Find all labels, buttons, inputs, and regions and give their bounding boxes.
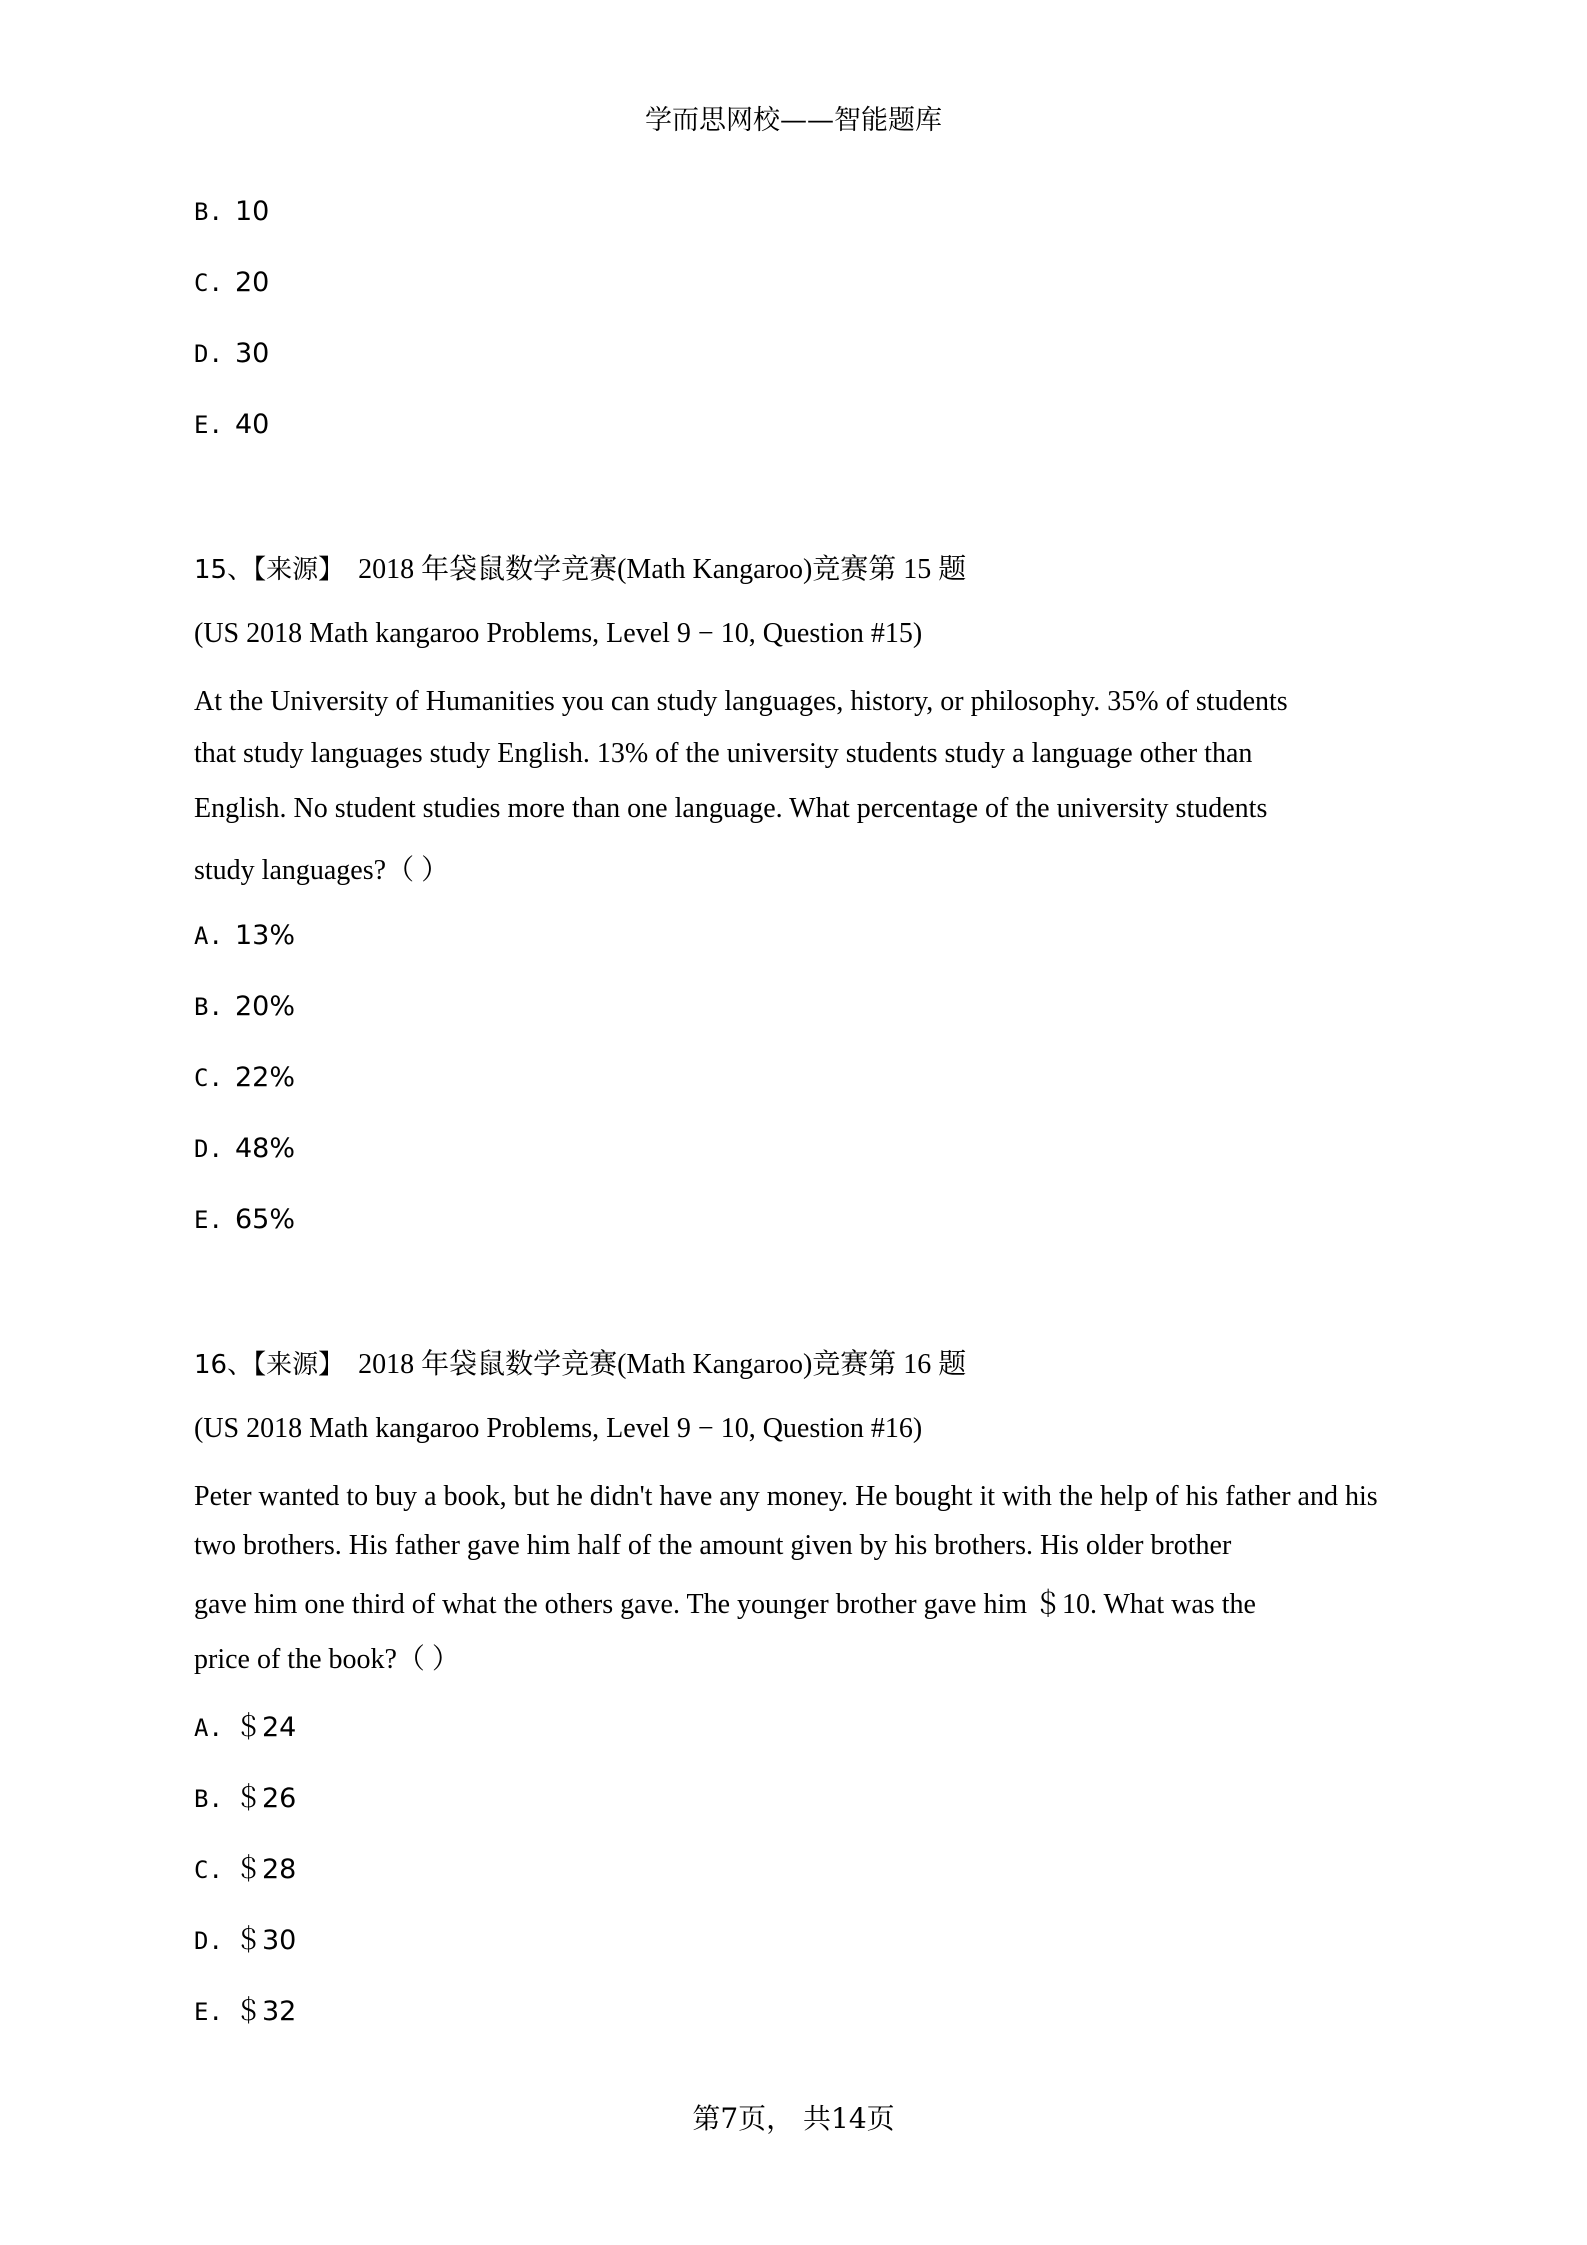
question-16-line: two brothers. His father gave him half of the amount given by his brothers. His older brother [194,1530,1232,1561]
option-b [194,196,269,227]
option-e [194,1989,296,2028]
option-c [194,267,269,298]
option-letter: D. [194,1927,223,1955]
option-text: 30 [235,338,270,369]
option-letter: C. [194,1064,223,1092]
question-16-line: Peter wanted to buy a book, but he didn't have any money. He bought it with the help of his father and his [194,1481,1378,1512]
option-e [194,1204,295,1235]
option-e [194,409,269,440]
question-16-line: price of the book?（ ） [194,1644,460,1675]
question-15-line: that study languages study English. 13% of the university students study a language other than [194,738,1253,769]
question-16-subtitle: (US 2018 Math kangaroo Problems, Level 9 − 10, Question #16) [194,1413,923,1444]
option-letter: E. [194,1206,223,1234]
option-letter: C. [194,1856,223,1884]
option-letter: B. [194,198,223,226]
option-text: ＄30 [235,1925,297,1956]
page-header-title: 学而思网校——智能题库 [645,105,942,136]
question-16-heading [194,1342,966,1382]
option-letter: A. [194,1714,223,1742]
option-letter: C. [194,269,223,297]
option-c [194,1847,296,1886]
option-text: ＄26 [235,1783,297,1814]
option-c [194,1062,295,1093]
option-d [194,1133,295,1164]
option-letter: A. [194,922,223,950]
question-15-heading [194,547,966,587]
option-letter: B. [194,1785,223,1813]
option-b [194,1776,296,1815]
question-number: 16、 [194,1350,254,1380]
question-15-line: English. No student studies more than one language. What percentage of the university students [194,793,1268,824]
option-text: 40 [235,409,270,440]
option-text: ＄24 [235,1712,297,1743]
option-text: 22% [235,1062,296,1093]
option-a [194,920,295,951]
option-text: 48% [235,1133,296,1164]
option-text: ＄28 [235,1854,297,1885]
option-text: 20% [235,991,296,1022]
question-15-line: study languages?（ ） [194,855,450,886]
source-text: 2018 年袋鼠数学竞赛(Math Kangaroo)竞赛第 16 题 [358,1349,967,1380]
option-text: 20 [235,267,270,298]
source-tag: 【来源】 [253,1350,345,1380]
option-text: 10 [235,196,270,227]
source-tag: 【来源】 [253,555,345,585]
page-footer-number: 第7页， 共14页 [692,2102,895,2135]
option-a [194,1705,296,1744]
option-letter: D. [194,1135,223,1163]
option-text: 65% [235,1204,296,1235]
option-d [194,338,269,369]
option-d [194,1918,296,1957]
question-number: 15、 [194,555,254,585]
question-15-subtitle: (US 2018 Math kangaroo Problems, Level 9 − 10, Question #15) [194,618,923,649]
source-text: 2018 年袋鼠数学竞赛(Math Kangaroo)竞赛第 15 题 [358,554,967,585]
option-text: ＄32 [235,1996,297,2027]
option-text: 13% [235,920,296,951]
question-15-line: At the University of Humanities you can study languages, history, or philosophy. 35% of students [194,686,1288,717]
option-b [194,991,295,1022]
option-letter: B. [194,993,223,1021]
option-letter: D. [194,340,223,368]
option-letter: E. [194,1998,223,2026]
question-16-line: gave him one third of what the others gave. The younger brother gave him ＄10. What was the [194,1589,1256,1620]
option-letter: E. [194,411,223,439]
